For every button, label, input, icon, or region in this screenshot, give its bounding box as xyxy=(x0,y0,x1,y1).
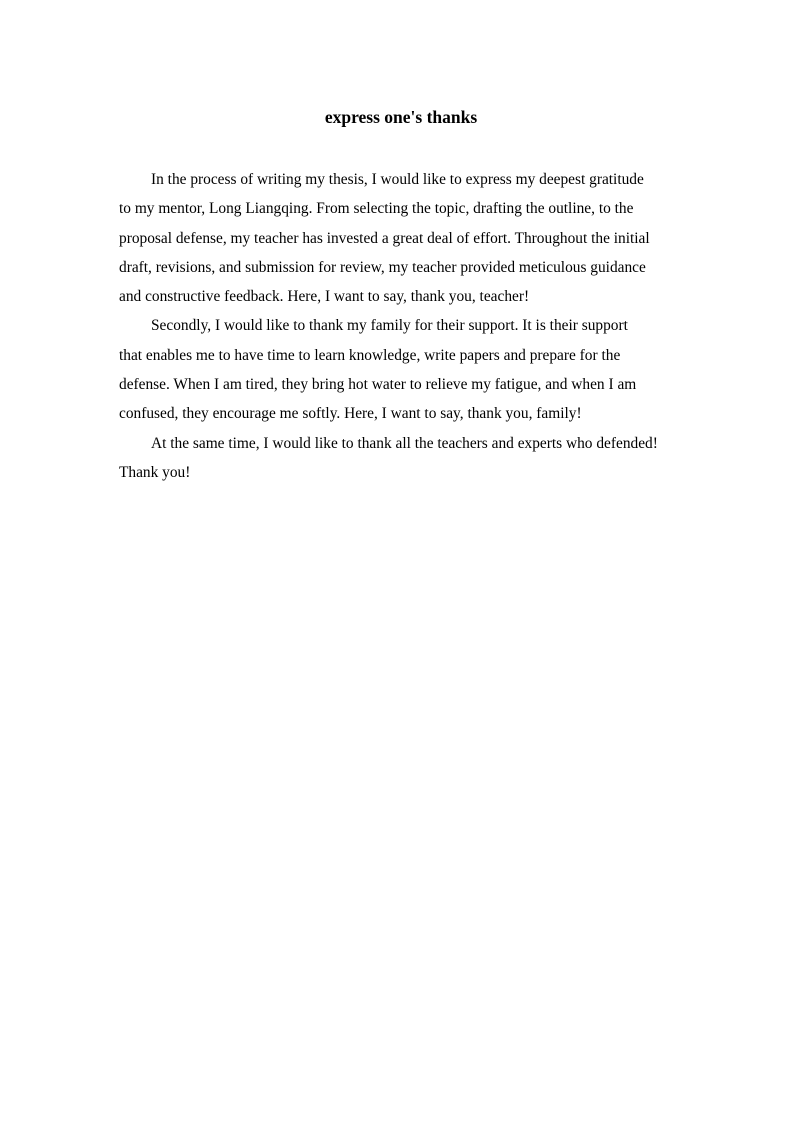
paragraph-line: In the process of writing my thesis, I would like to express my deepest gratitude xyxy=(151,171,644,188)
paragraph-line: proposal defense, my teacher has invested a great deal of effort. Throughout the initial xyxy=(119,229,650,247)
paragraph-experts-thanks xyxy=(119,429,681,488)
paragraph-line: to my mentor, Long Liangqing. From selecting the topic, drafting the outline, to the xyxy=(119,200,634,218)
paragraph-mentor-thanks xyxy=(119,165,681,311)
paragraph-line: that enables me to have time to learn knowledge, write papers and prepare for the xyxy=(119,346,621,364)
paragraph-line: confused, they encourage me softly. Here, I want to say, thank you, family! xyxy=(119,405,582,423)
paragraph-family-thanks xyxy=(119,311,681,428)
document-title: express one's thanks xyxy=(324,107,478,127)
paragraph-line: draft, revisions, and submission for review, my teacher provided meticulous guidance xyxy=(119,258,646,276)
paragraph-line: Thank you! xyxy=(119,463,191,481)
paragraph-line: At the same time, I would like to thank all the teachers and experts who defended! xyxy=(151,434,658,452)
paragraph-line: and constructive feedback. Here, I want to say, thank you, teacher! xyxy=(119,288,530,306)
paragraph-line: Secondly, I would like to thank my family for their support. It is their support xyxy=(151,317,628,335)
paragraph-line: defense. When I am tired, they bring hot water to relieve my fatigue, and when I am xyxy=(119,376,637,394)
document-body xyxy=(119,165,681,487)
